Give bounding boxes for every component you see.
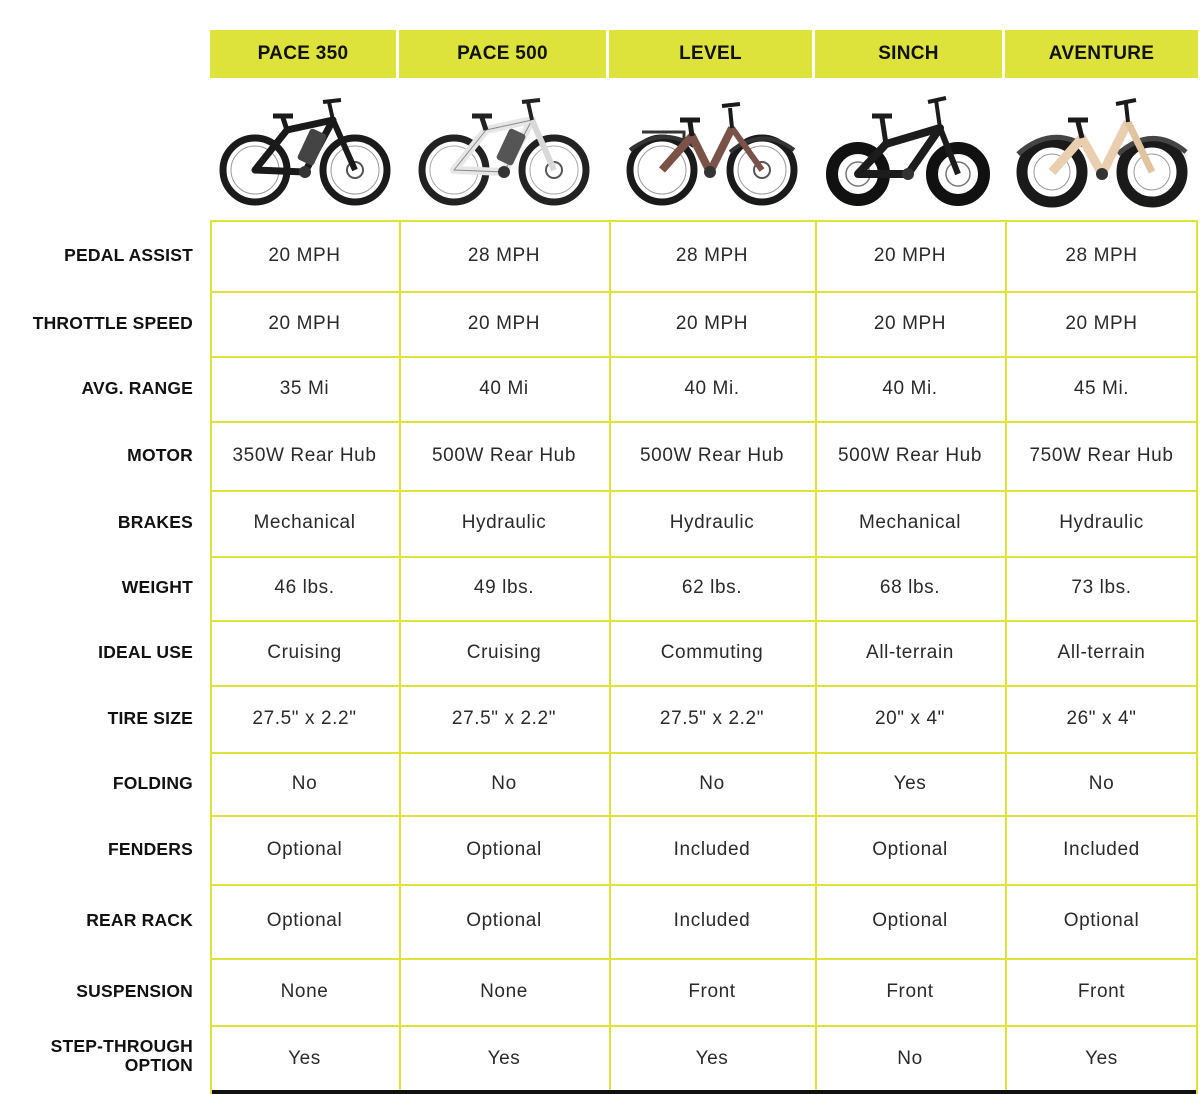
spec-value: 20 MPH xyxy=(1065,312,1138,334)
model-header-pace-500: PACE 500 xyxy=(399,30,609,78)
spec-value: 20 MPH xyxy=(873,312,947,334)
ebike-pace-350-image xyxy=(215,90,395,210)
spec-value: Optional xyxy=(266,910,343,931)
spec-value: Yes xyxy=(893,772,927,794)
spec-value: No xyxy=(897,1047,923,1069)
spec-value: 62 lbs. xyxy=(681,577,743,598)
spec-value: 28 MPH xyxy=(675,244,749,266)
spec-value: 28 MPH xyxy=(1065,244,1138,266)
spec-label: MOTOR xyxy=(127,444,193,465)
spec-value: No xyxy=(491,772,517,794)
spec-value: No xyxy=(699,772,725,794)
model-header-sinch: SINCH xyxy=(815,30,1005,78)
row-divider xyxy=(212,1025,1196,1027)
spec-label: SUSPENSION xyxy=(76,980,193,1001)
row-divider xyxy=(212,490,1196,492)
spec-label: BRAKES xyxy=(117,512,193,532)
model-header-aventure: AVENTURE xyxy=(1005,30,1198,78)
spec-label: IDEAL USE xyxy=(98,641,193,662)
spec-label: PEDAL ASSIST xyxy=(64,244,193,265)
spec-value: Optional xyxy=(466,910,542,931)
spec-value: 500W Rear Hub xyxy=(639,444,785,466)
spec-value: Included xyxy=(673,910,751,931)
spec-value: 40 Mi. xyxy=(684,377,740,399)
spec-value: Yes xyxy=(1085,1047,1118,1069)
spec-value: All-terrain xyxy=(1057,641,1146,663)
spec-value: 68 lbs. xyxy=(879,577,941,598)
spec-value: None xyxy=(280,980,329,1002)
row-divider xyxy=(212,685,1196,687)
row-divider xyxy=(212,884,1196,886)
spec-label: REAR RACK xyxy=(86,910,193,930)
spec-value: None xyxy=(480,980,528,1002)
row-divider xyxy=(212,815,1196,817)
spec-value: Mechanical xyxy=(858,512,962,533)
ebike-pace-500-image xyxy=(414,90,594,210)
ebike-aventure-image xyxy=(1012,90,1192,210)
spec-value: Front xyxy=(886,980,934,1002)
spec-value: 35 Mi xyxy=(279,377,330,399)
spec-value: 27.5" x 2.2" xyxy=(659,707,765,729)
spec-value: 28 MPH xyxy=(467,244,541,266)
spec-value: Optional xyxy=(1063,910,1140,931)
spec-value: Mechanical xyxy=(253,512,356,533)
spec-value: Optional xyxy=(872,838,948,860)
bike-image-level xyxy=(609,86,815,214)
spec-value: 49 lbs. xyxy=(473,577,535,598)
row-divider xyxy=(212,421,1196,423)
spec-value: 40 Mi. xyxy=(882,377,938,399)
spec-value: 27.5" x 2.2" xyxy=(451,707,557,729)
spec-value: 20" x 4" xyxy=(874,707,946,729)
model-header-pace-350: PACE 350 xyxy=(210,30,399,78)
spec-value: Optional xyxy=(266,838,343,860)
row-divider xyxy=(212,556,1196,558)
model-header-level: LEVEL xyxy=(609,30,815,78)
bike-image-pace-350 xyxy=(210,86,399,214)
spec-value: Included xyxy=(673,838,751,860)
spec-value: Included xyxy=(1063,838,1140,860)
spec-value: All-terrain xyxy=(866,641,954,663)
model-header-row xyxy=(210,30,1198,78)
spec-value: 46 lbs. xyxy=(274,577,335,598)
table-bottom-border xyxy=(212,1090,1196,1094)
ebike-level-image xyxy=(622,90,802,210)
spec-value: Optional xyxy=(466,838,542,860)
spec-value: 350W Rear Hub xyxy=(232,444,377,466)
spec-label: THROTTLE SPEED xyxy=(32,312,193,333)
spec-value: 750W Rear Hub xyxy=(1029,444,1174,466)
spec-value: 20 MPH xyxy=(268,244,341,266)
spec-value: Front xyxy=(688,980,736,1002)
spec-value: Commuting xyxy=(660,641,764,663)
spec-value: 500W Rear Hub xyxy=(431,444,577,466)
spec-value: 40 Mi xyxy=(479,377,529,399)
ebike-sinch-image xyxy=(820,90,1000,210)
bike-image-sinch xyxy=(815,86,1005,214)
spec-value: 45 Mi. xyxy=(1073,377,1130,399)
spec-value: 20 MPH xyxy=(467,312,541,334)
spec-value: Hydraulic xyxy=(1059,512,1144,533)
spec-label: AVG. RANGE xyxy=(81,377,193,398)
row-divider xyxy=(212,620,1196,622)
spec-value: Front xyxy=(1077,980,1126,1002)
spec-value: 27.5" x 2.2" xyxy=(252,707,357,729)
spec-label: STEP-THROUGH OPTION xyxy=(50,1035,193,1075)
spec-label: WEIGHT xyxy=(121,577,193,597)
spec-value: 20 MPH xyxy=(873,244,947,266)
spec-label: FOLDING xyxy=(112,772,193,793)
spec-value: Yes xyxy=(487,1047,521,1069)
row-divider xyxy=(212,752,1196,754)
row-divider xyxy=(212,356,1196,358)
spec-value: Hydraulic xyxy=(669,512,755,533)
spec-value: 26" x 4" xyxy=(1066,707,1137,729)
spec-value: 20 MPH xyxy=(268,312,341,334)
spec-value: No xyxy=(291,772,318,794)
row-divider xyxy=(212,958,1196,960)
spec-value: Yes xyxy=(695,1047,729,1069)
spec-value: Yes xyxy=(288,1047,321,1069)
bike-image-pace-500 xyxy=(399,86,609,214)
bike-image-aventure xyxy=(1005,86,1198,214)
spec-label: FENDERS xyxy=(107,838,193,859)
spec-value: Optional xyxy=(872,910,948,931)
spec-value: Cruising xyxy=(466,641,542,663)
spec-value: No xyxy=(1088,772,1115,794)
spec-value: 20 MPH xyxy=(675,312,749,334)
spec-value: Cruising xyxy=(267,641,342,663)
row-divider xyxy=(212,291,1196,293)
spec-value: 500W Rear Hub xyxy=(837,444,983,466)
spec-value: Hydraulic xyxy=(461,512,547,533)
spec-value: 73 lbs. xyxy=(1071,577,1132,598)
bike-image-row xyxy=(210,86,1198,214)
spec-label: TIRE SIZE xyxy=(107,707,193,728)
